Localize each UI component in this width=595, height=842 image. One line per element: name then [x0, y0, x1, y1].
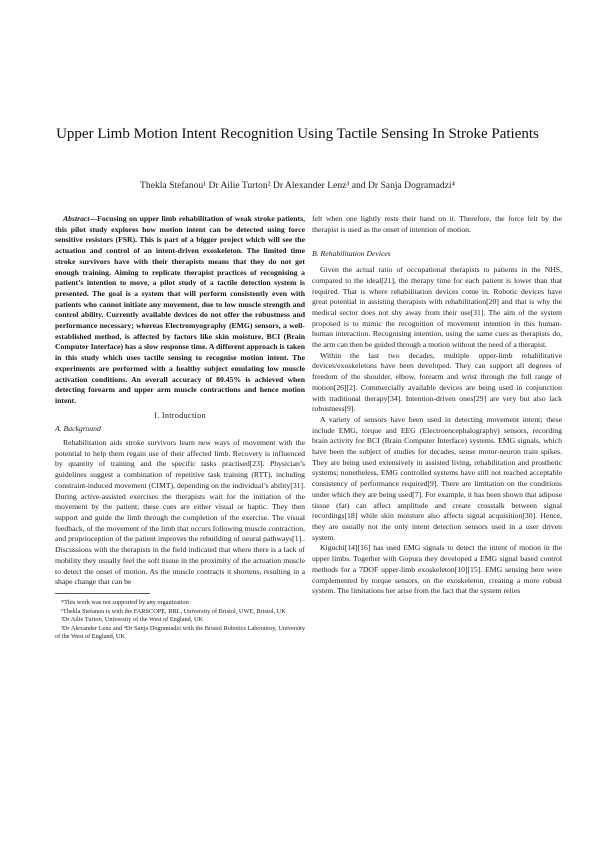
body-paragraph: Within the last two decades, multiple upper-limb rehabilitative devices/exoskeletons have been developed. They can support all degrees of freedom of the shoulder, elbow, forearm and wrist through the full range of motion[26][2]. Commercially available devices are being used in conjunction with traditional therapy[34]. Intention-driven ones[29] are very but also lack robustness[9]. — [312, 350, 562, 414]
abstract-text: —Focusing on upper limb rehabilitation of weak stroke patients, this pilot study explores how motion intent can be detected using force sensitive resistors (FSR). This is part of a bigger project which will see the actuation and control of an intent-driven exoskeleton. The limited time stroke survivors have with their therapists means that they do not get enough training. Aiming to replicate therapist practices of recognising a patient’s intention to move, a pilot study of a tactile detection system is presented. The goal is a system that will perform consistently even with patients who cannot initiate any movement, due to low muscle strength and control ability. Currently available devices do not offer the robustness and performance necessary; whereas Electromyography (EMG) sensors, a well-established method, is affected by factors like skin moisture, BCI (Brain Computer Interface) has a slow response time. A different approach is taken in this study which uses tactile sensing to recognise motion intent. The experiments are performed with a healthy subject emulating low muscle activation conditions. An overall accuracy of 80.45% is achieved when detecting forearm and upper arm muscle contractions and hence motion intent. — [55, 214, 305, 405]
footnote-rule — [55, 593, 150, 594]
abstract — [55, 214, 305, 407]
footnotes — [55, 599, 305, 642]
footnote: ²Dr Ailie Turton, University of the West of England, UK — [61, 616, 204, 624]
background-paragraph: Rehabilitation aids stroke survivors learn new ways of movement with the potential to help them regain use of their affected limb. Recovery is influenced by quantity of training and the specific tasks practised[23]. Physician’s guidelines suggest a combination of repetitive task training (RTT), including constraint-induced movement (CIMT), depending on the individual’s ability[31]. During active-assisted exercises the therapists wait for the initiation of the movement by the patient; these cues are either visual or haptic. They then support and guide the limb through the completion of the exercise. The visual feedback, of the movement of the limb that occurs following muscle contraction, and proprioception of the patient improves the rebuilding of neural pathways[1].. Discussions with the therapists in the field indicated that where there is a lack of mobility they usually feel the soft tissue in the proximity of the actuation muscle to detect the onset of motion. As the muscle contracts it shortens, resulting in a shape change that can be — [55, 438, 305, 587]
body-paragraph: Given the actual ratio of occupational therapists to patients in the NHS, compared to the ideal[21], the therapy time for each patient is lower than that required. That is where rehabilitation devices come in. Robotic devices have great potential in assisting therapists with rehabilitation[20] and that is why the medical sector does not shy away from their use[31]. The aim of the system proposed is to mimic the recognition of movement intention in this human-human interaction. Recognising intention, using the same cues as therapists do, the arm can then be guided through a motion without the need of a therapist. — [312, 265, 562, 350]
continued-paragraph: felt when one lightly rests their hand on it. Therefore, the force felt by the therapist is used as the onset of intention of motion. — [312, 214, 562, 234]
body-paragraph: A variety of sensors have been used in detecting movement intent; these include EMG, torque and EEG (Electroencephalography) sensors, recording brain activity for BCI (Brain Computer Interface) systems. EMG signals, which have been the subject of studies for decades, sense motor-neuron train spikes. They are being used extensively in assisted living, rehabilitation and prosthetic systems; nonetheless, EMG controlled systems have still not reached acceptable consistency of performance required[9]. There are limitation on the conditions under which they are being used[7]. For example, it has been shown that adipose tissue (fat) can affect amplitude and create crosstalk between signal recordings[18] while skin moisture also affects signal acquisition[30]. Hence, they are usually not the only intent detection sensors used in a user driven system. — [312, 414, 562, 542]
left-column — [55, 214, 305, 642]
footnote: ¹Thekla Stefanou is with the FARSCOPE, BRL, University of Bristol, UWE, Bristol, UK — [61, 607, 286, 615]
body-paragraph: Kiguchi[14][16] has used EMG signals to detect the intent of motion in the upper limbs. Together with Gopura they developed a EMG signal based control methods for a 7DOF upper-limb exoskeleton[10][15]. EMG sensing here were complemented by torque sensors, on the exoskeleton, creating a more robust system. The limitations her arise from the fact that the system relies — [312, 543, 562, 596]
subsection-heading-background: A. Background — [55, 424, 101, 434]
right-column — [312, 214, 562, 597]
subsection-heading-rehabilitation-devices: B. Rehabilitation Devices — [312, 249, 391, 259]
footnote: ³Dr Alexander Lenz and ⁴Dr Sanja Dogramadzi with the Bristol Robotics Laboratory, University of the West of England, UK — [55, 624, 305, 641]
introduction-section — [55, 411, 305, 588]
section-heading-introduction: I. Introduction — [154, 410, 206, 420]
abstract-label: Abstract — [63, 214, 90, 223]
paper-title: Upper Limb Motion Intent Recognition Using Tactile Sensing In Stroke Patients — [56, 126, 539, 142]
footnote: *This work was not supported by any organization — [61, 598, 189, 606]
author-list: Thekla Stefanou¹ Dr Ailie Turton² Dr Alexander Lenz³ and Dr Sanja Dogramadzi⁴ — [140, 180, 455, 191]
